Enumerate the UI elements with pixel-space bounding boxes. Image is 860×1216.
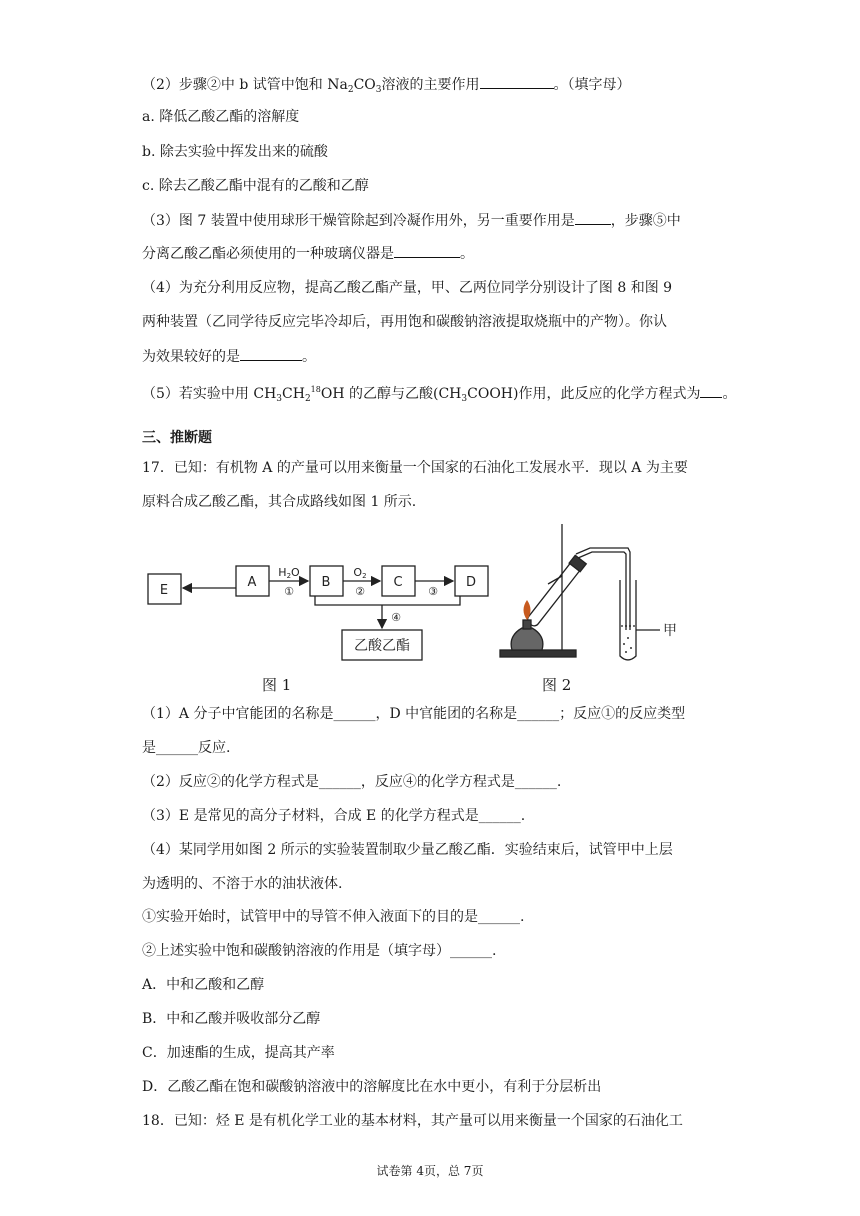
q16-part3-line1: （3）图 7 装置中使用球形干燥管除起到冷凝作用外，另一重要作用是 ，步骤⑤中 (142, 210, 681, 231)
option-D: D．乙酸乙酯在饱和碳酸钠溶液中的溶解度比在水中更小，有利于分层析出 (142, 1079, 602, 1095)
q17-intro-line1: 17．已知：有机物 A 的产量可以用来衡量一个国家的石油化工发展水平．现以 A 为主要 (142, 460, 688, 476)
connector-b-d (315, 596, 460, 605)
option-c: c. 除去乙酸乙酯中混有的乙酸和乙醇 (142, 178, 369, 194)
q16-part2-line: （2）步骤②中 b 试管中饱和 $Na_2CO_3$溶液的主要作用 。（填字母） (142, 74, 631, 100)
answer-blank (575, 210, 611, 225)
flame-icon (524, 600, 531, 620)
q17-part2-line: （2）反应②的化学方程式是______，反应④的化学方程式是______. (142, 774, 562, 790)
label-step2: ② (355, 585, 365, 598)
answer-blank (700, 383, 722, 398)
label-a: A (247, 575, 257, 590)
figure-1-caption: 图 1 (262, 676, 292, 694)
q16-part3-line2: 分离乙酸乙酯必须使用的一种玻璃仪器是 。 (142, 243, 474, 264)
q17-sub2: ②上述实验中饱和碳酸钠溶液的作用是（填字母）______. (142, 943, 497, 959)
q17-part1-line2: 是______反应. (142, 740, 231, 756)
q17-part4-line1: （4）某同学用如图 2 所示的实验装置制取少量乙酸乙酯．实验结束后，试管甲中上层 (142, 842, 673, 858)
q16-part4-line1: （4）为充分利用反应物，提高乙酸乙酯产量，甲、乙两位同学分别设计了图 8 和图 9 (142, 280, 673, 296)
q17-part3-line: （3）E 是常见的高分子材料，合成 E 的化学方程式是______. (142, 808, 526, 824)
label-e: E (159, 583, 169, 598)
q17-part1-line1: （1）A 分子中官能团的名称是______，D 中官能团的名称是______；反应①的反应类型 (142, 706, 686, 722)
label-h2o: H2O (278, 566, 300, 580)
label-b: B (321, 575, 331, 590)
label-c: C (393, 575, 403, 590)
label-jia: 甲 (663, 623, 677, 639)
figure-1-diagram (140, 556, 500, 666)
answer-blank (394, 243, 460, 258)
q17-intro-line2: 原料合成乙酸乙酯，其合成路线如图 1 所示. (142, 494, 417, 510)
section-heading: 三、推断题 (142, 430, 212, 446)
answer-blank (240, 346, 302, 361)
q17-part4-line2: 为透明的、不溶于水的油状液体. (142, 876, 343, 892)
label-step4: ④ (391, 611, 401, 624)
q16-part4-line3: 为效果较好的是 。 (142, 346, 316, 367)
q17-sub1: ①实验开始时，试管甲中的导管不伸入液面下的目的是______. (142, 909, 525, 925)
tube-stopper (569, 555, 586, 571)
label-step3: ③ (428, 585, 438, 598)
delivery-tube (576, 548, 630, 630)
receiving-tube (620, 580, 636, 660)
option-A: A．中和乙酸和乙醇 (142, 977, 265, 993)
q16-part4-line2: 两种装置（乙同学待反应完毕冷却后，再用饱和碳酸钠溶液提取烧瓶中的产物）。你认 (142, 314, 667, 330)
label-d: D (465, 575, 477, 590)
q18-intro-line: 18．已知：烃 E 是有机化学工业的基本材料，其产量可以用来衡量一个国家的石油化工 (142, 1113, 683, 1129)
q16-part5-line: （5）若实验中用 $CH_3CH_2^{18}OH$ 的乙醇与乙酸$(CH_3COOH)$作用，此反应的化学方程式为 。 (142, 385, 737, 404)
figure-2-apparatus (492, 518, 702, 664)
option-C: C．加速酯的生成，提高其产率 (142, 1045, 335, 1061)
stand-base (500, 650, 576, 657)
option-B: B．中和乙酸并吸收部分乙醇 (142, 1011, 321, 1027)
page-footer: 试卷第 4页，总 7页 (376, 1164, 484, 1178)
figure-2-caption: 图 2 (542, 676, 572, 694)
answer-blank (480, 74, 554, 89)
label-o2: O2 (353, 566, 367, 580)
option-a: a. 降低乙酸乙酯的溶解度 (142, 109, 300, 125)
label-product: 乙酸乙酯 (354, 638, 410, 654)
spirit-lamp (511, 628, 543, 650)
heated-tube (526, 559, 583, 628)
label-step1: ① (284, 585, 294, 598)
option-b: b. 除去实验中挥发出来的硫酸 (142, 144, 328, 160)
